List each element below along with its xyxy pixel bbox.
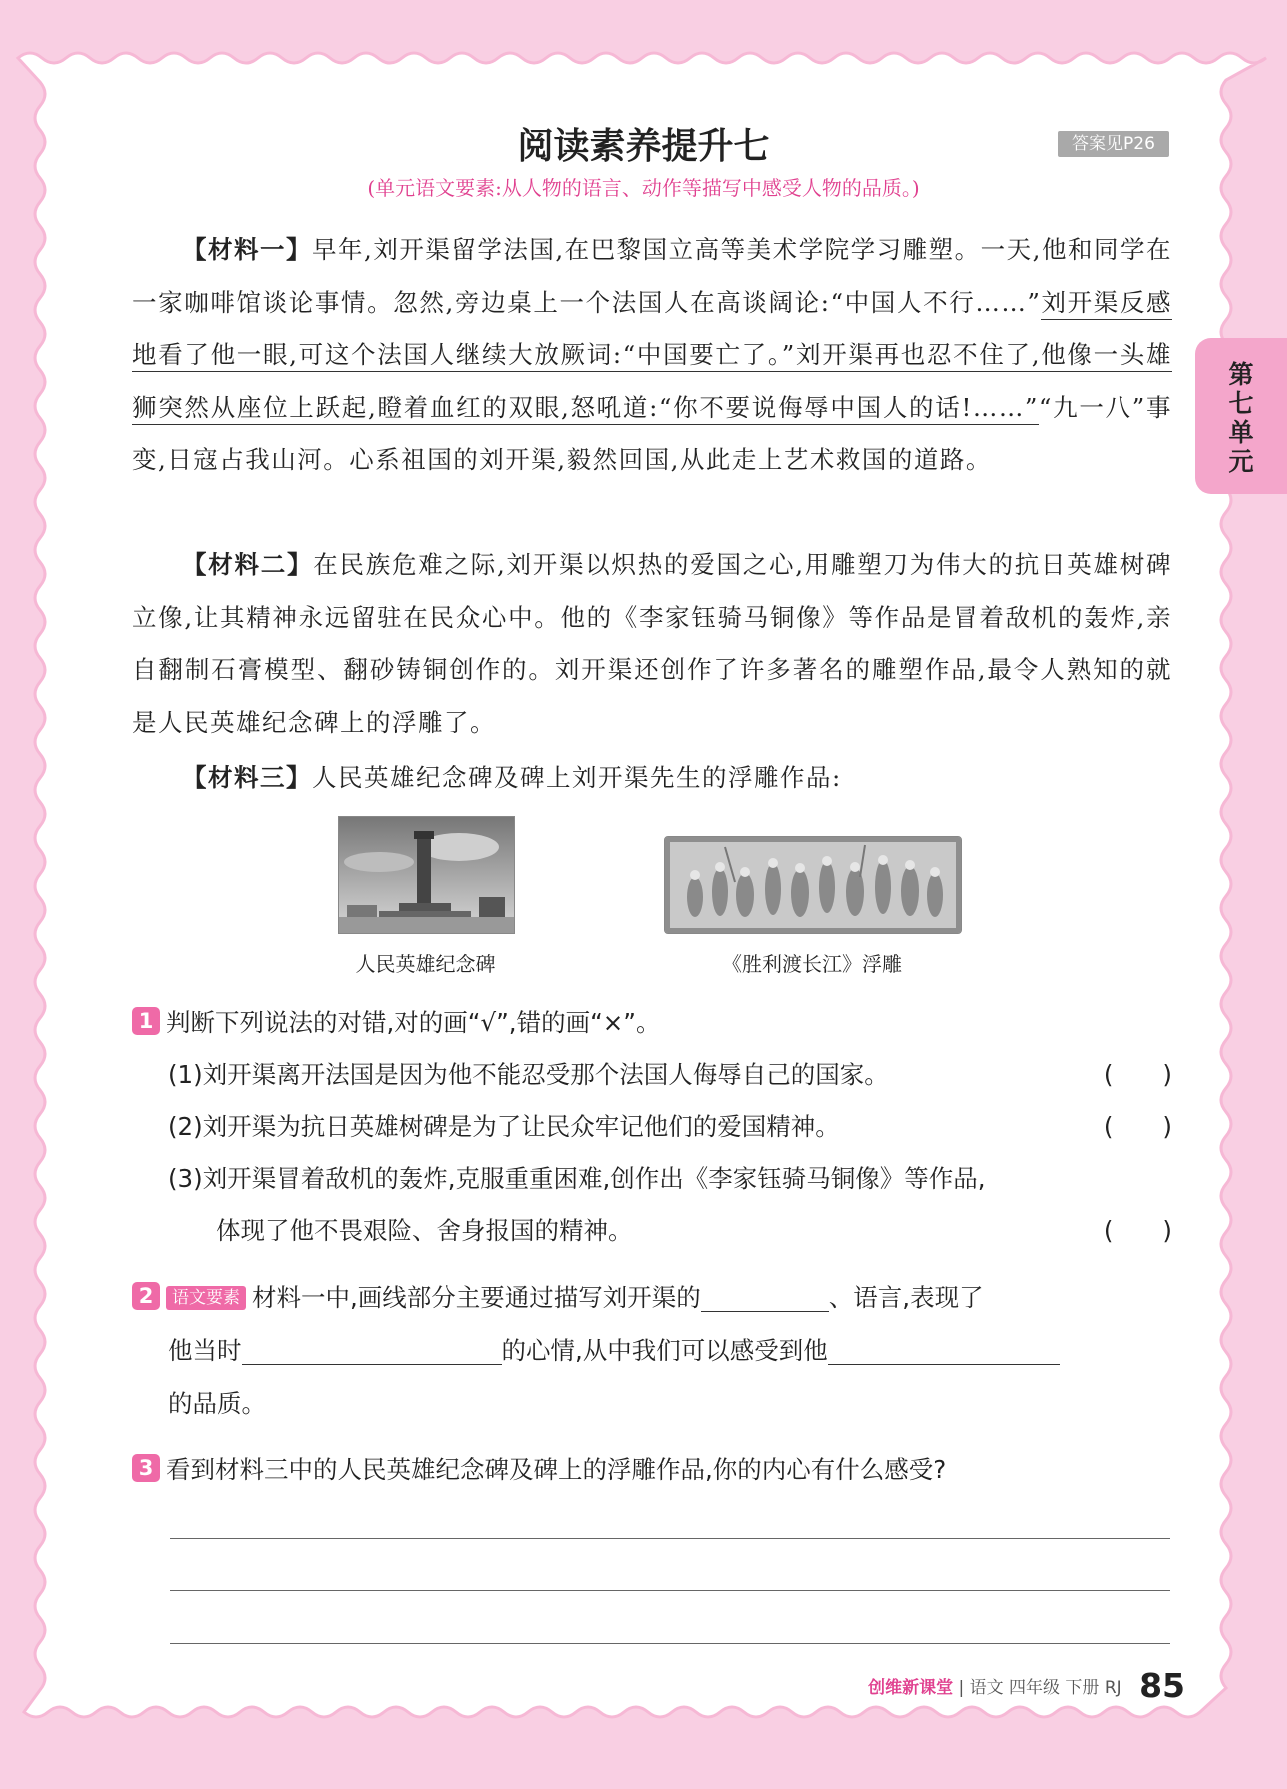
material-one-paragraph	[132, 224, 1172, 487]
q2-blank-2[interactable]	[242, 1334, 502, 1365]
language-element-badge: 语文要素	[166, 1286, 246, 1310]
question-three	[132, 1444, 1172, 1496]
question-two-line-2	[168, 1325, 1172, 1377]
monument-photo	[338, 816, 515, 934]
q1-item-3-cont	[216, 1205, 1172, 1257]
q1-item-3-text-cont: 体现了他不畏艰险、舍身报国的精神。	[216, 1216, 633, 1245]
material-three-tag: 【材料三】	[182, 763, 312, 792]
q2-text-4: 的心情,从中我们可以感受到他	[501, 1336, 828, 1365]
material-two-text: 在民族危难之际,刘开渠以炽热的爱国之心,用雕塑刀为伟大的抗日英雄树碑立像,让其精神永远留驻在民众心中。他的《李家钰骑马铜像》等作品是冒着敌机的轰炸,亲自翻制石膏模型、翻砂铸铜创作的。刘开渠还创作了许多著名的雕塑作品,最令人熟知的就是人民英雄纪念碑上的浮雕了。	[132, 550, 1173, 737]
side-tab-char: 元	[1228, 447, 1254, 476]
q2-blank-3[interactable]	[828, 1334, 1060, 1365]
q1-item-1	[168, 1049, 1172, 1101]
q1-item-3	[168, 1153, 1172, 1205]
material-three-text: 人民英雄纪念碑及碑上刘开渠先生的浮雕作品:	[312, 763, 842, 792]
question-one	[132, 997, 1172, 1049]
monument-caption: 人民英雄纪念碑	[355, 952, 496, 976]
unit-side-tab	[1195, 338, 1287, 494]
side-tab-char: 第	[1228, 360, 1254, 389]
question-three-number: 3	[132, 1454, 160, 1482]
material-one-underlined-text: 刘开渠反感地看了他一眼,可这个法国人继续大放厥词:“中国要亡了。”刘开渠再也忍不住了,他像一头雄狮突然从座位上跃起,瞪着血红的双眼,怒吼道:“你不要说侮辱中国人的话!……”	[132, 288, 1172, 425]
relief-caption: 《胜利渡长江》浮雕	[722, 952, 902, 976]
question-three-prompt: 看到材料三中的人民英雄纪念碑及碑上的浮雕作品,你的内心有什么感受?	[166, 1455, 947, 1484]
footer-brand: 创维新课堂	[868, 1678, 954, 1698]
answer-line[interactable]	[170, 1643, 1170, 1644]
q1-item-3-answer-paren[interactable]: ( )	[1103, 1216, 1172, 1245]
question-one-prompt: 判断下列说法的对错,对的画“√”,错的画“×”。	[166, 1008, 661, 1037]
q2-text-3: 他当时	[168, 1336, 242, 1365]
q1-item-2	[168, 1101, 1172, 1153]
material-three-paragraph	[132, 752, 1172, 805]
material-two-paragraph	[132, 539, 1172, 749]
question-two	[132, 1272, 1172, 1324]
page-title: 阅读素养提升七	[517, 126, 770, 167]
answer-line[interactable]	[170, 1538, 1170, 1539]
material-one-text-a: 早年,刘开渠留学法国,在巴黎国立高等美术学院学习雕塑。一天,他和同学在一家咖啡馆谈论事情。忽然,旁边桌上一个法国人在高谈阔论:“中国人不行……”	[132, 235, 1172, 317]
answer-line[interactable]	[170, 1590, 1170, 1591]
side-tab-char: 单	[1228, 418, 1254, 447]
unit-requirement-subtitle: (单元语文要素:从人物的语言、动作等描写中感受人物的品质。)	[367, 176, 920, 200]
page-footer	[868, 1666, 1185, 1705]
q1-item-1-answer-paren[interactable]: ( )	[1103, 1060, 1172, 1089]
question-two-line-3	[168, 1378, 1172, 1430]
q2-text-5: 的品质。	[168, 1389, 266, 1418]
q2-blank-1[interactable]	[701, 1281, 829, 1312]
material-one-text-b: “九一八”事变,日寇占我山河。心系祖国的刘开渠,毅然回国,从此走上艺术救国的道路。	[132, 392, 1172, 474]
answer-reference-badge: 答案见P26	[1058, 131, 1169, 157]
relief-photo	[664, 836, 962, 934]
question-one-number: 1	[132, 1007, 160, 1035]
q2-text-1: 材料一中,画线部分主要通过描写刘开渠的	[252, 1283, 701, 1312]
q1-item-2-text: (2)刘开渠为抗日英雄树碑是为了让民众牢记他们的爱国精神。	[168, 1112, 840, 1141]
q1-item-3-text: (3)刘开渠冒着敌机的轰炸,克服重重困难,创作出《李家钰骑马铜像》等作品,	[168, 1164, 986, 1193]
footer-book-info: | 语文 四年级 下册 RJ	[958, 1678, 1122, 1698]
material-one-tag: 【材料一】	[182, 235, 313, 264]
material-two-tag: 【材料二】	[182, 550, 314, 579]
q1-item-1-text: (1)刘开渠离开法国是因为他不能忍受那个法国人侮辱自己的国家。	[168, 1060, 889, 1089]
q2-text-2: 、语言,表现了	[828, 1283, 984, 1312]
side-tab-char: 七	[1228, 389, 1254, 418]
page-number: 85	[1139, 1666, 1185, 1705]
question-two-number: 2	[132, 1282, 160, 1310]
q1-item-2-answer-paren[interactable]: ( )	[1103, 1112, 1172, 1141]
